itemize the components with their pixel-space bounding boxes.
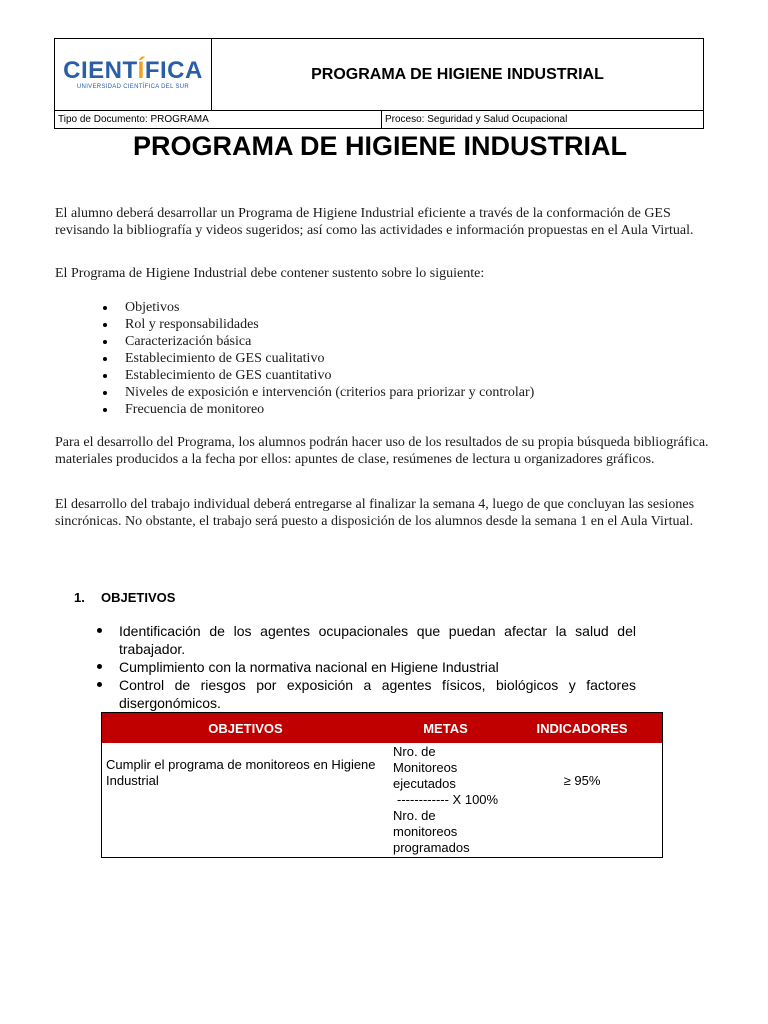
resources-paragraph: Para el desarrollo del Programa, los alumnos podrán hacer uso de los resultados de su propia búsqueda bibliográfica. materiales producidos a la fecha por ellos: apuntes de clase, resúmenes de lectura u organizadores gráficos. — [55, 435, 709, 467]
section-heading-objetivos — [74, 590, 175, 605]
list-item: Rol y responsabilidades — [100, 316, 534, 333]
column-header-indicadores: INDICADORES — [536, 720, 628, 736]
intro-paragraph: El alumno deberá desarrollar un Programa de Higiene Industrial eficiente a través de la conformación de GES revisando la bibliografía y videos sugeridos; así como las actividades e información propuestas en el Aula Virtual. — [55, 206, 694, 238]
column-header-objetivos: OBJETIVOS — [208, 720, 283, 736]
meta-numerator: Nro. de Monitoreos ejecutados — [393, 744, 458, 791]
list-item: Establecimiento de GES cualitativo — [100, 350, 534, 367]
list-item: Frecuencia de monitoreo — [100, 401, 534, 418]
list-item: Identificación de los agentes ocupacionales que puedan afectar la salud del trabajador. — [96, 622, 636, 658]
logo-text-end: FICA — [144, 57, 203, 84]
list-item: Cumplimiento con la normativa nacional en Higiene Industrial — [96, 658, 636, 676]
university-logo — [55, 39, 212, 110]
content-requirements-paragraph: El Programa de Higiene Industrial debe contener sustento sobre lo siguiente: — [55, 266, 485, 281]
indicator-cell: ≥ 95% — [563, 773, 601, 788]
header-title: PROGRAMA DE HIGIENE INDUSTRIAL — [311, 65, 604, 83]
table-header-row — [102, 713, 662, 743]
logo-text-main: CIENT — [63, 57, 138, 84]
logo-text-accent: Í — [137, 57, 145, 84]
header-top-row — [55, 39, 703, 111]
column-header-metas: METAS — [423, 720, 468, 736]
document-type: Tipo de Documento: PROGRAMA — [55, 111, 382, 128]
objectives-table — [101, 712, 663, 858]
section-number: 1. — [74, 590, 85, 605]
logo-wordmark — [63, 59, 203, 83]
meta-denominator: Nro. de monitoreos programados — [393, 808, 470, 855]
meta-cell — [389, 743, 502, 857]
list-item: Control de riesgos por exposición a agentes físicos, biológicos y factores disergonómicos. — [96, 676, 636, 712]
document-header — [54, 38, 704, 129]
page-title: PROGRAMA DE HIGIENE INDUSTRIAL — [132, 131, 627, 161]
list-item: Niveles de exposición e intervención (criterios para priorizar y controlar) — [100, 384, 534, 401]
process-label: Proceso: Seguridad y Salud Ocupacional — [385, 114, 568, 125]
logo-subtitle: UNIVERSIDAD CIENTÍFICA DEL SUR — [76, 84, 190, 90]
meta-divider: ------------ X 100% — [397, 792, 499, 807]
header-bottom-row — [55, 111, 703, 128]
list-item: Caracterización básica — [100, 333, 534, 350]
delivery-paragraph: El desarrollo del trabajo individual deberá entregarse al finalizar la semana 4, luego de que concluyan las sesiones sincrónicas. No obstante, el trabajo será puesto a disposición de los alumnos desde la semana 1 en el Aula Virtual. — [55, 497, 695, 529]
list-item: Establecimiento de GES cuantitativo — [100, 367, 534, 384]
list-item: Objetivos — [100, 299, 534, 316]
objectives-list — [96, 622, 636, 712]
objective-cell: Cumplir el programa de monitoreos en Higiene Industrial — [106, 757, 376, 788]
table-row — [102, 743, 662, 857]
content-list — [100, 299, 534, 418]
section-title: OBJETIVOS — [101, 590, 176, 605]
